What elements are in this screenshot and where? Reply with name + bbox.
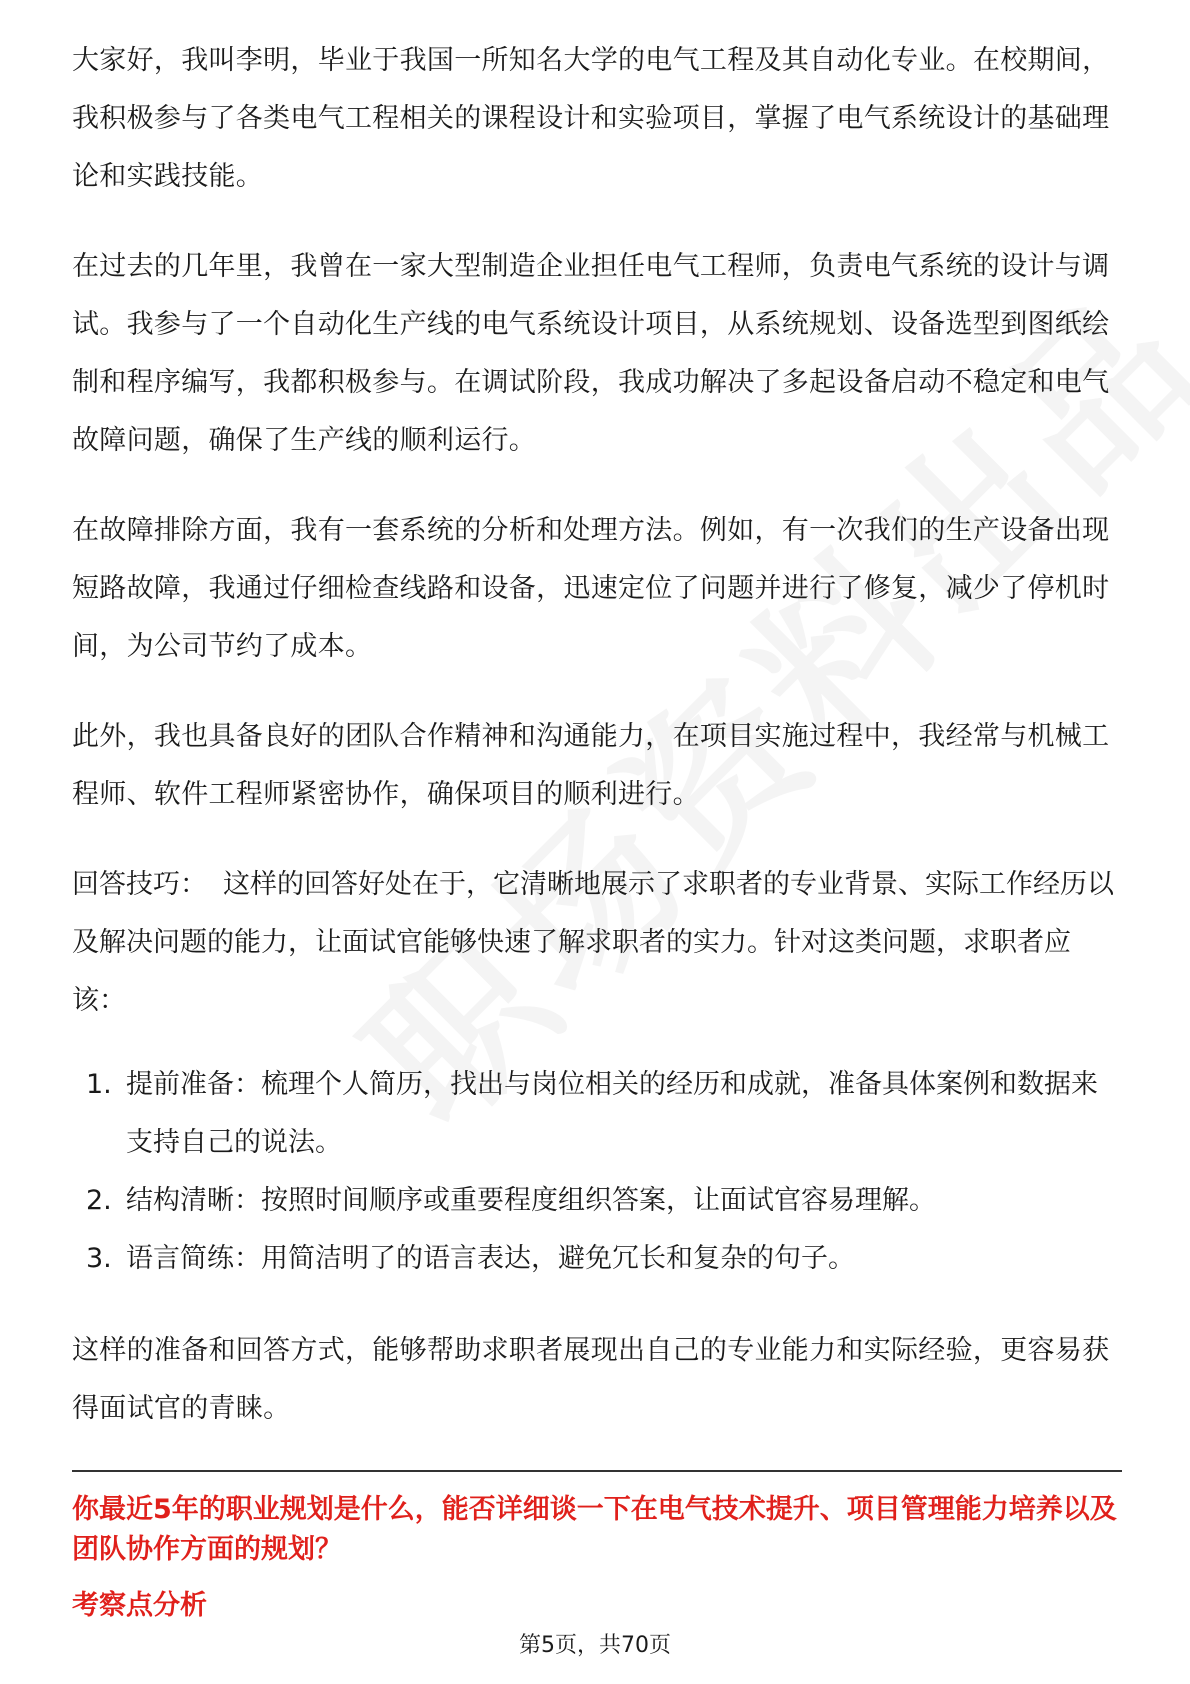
answer-paragraph-teamwork: 此外，我也具备良好的团队合作精神和沟通能力，在项目实施过程中，我经常与机械工程师、软件工程师紧密协作，确保项目的顺利进行。 [72,721,1110,810]
list-item-text: 结构清晰：按照时间顺序或重要程度组织答案，让面试官容易理解。 [126,1185,936,1216]
section-divider [72,1470,1122,1472]
list-item-text: 语言简练：用简洁明了的语言表达，避免冗长和复杂的句子。 [126,1243,855,1274]
answer-paragraph-intro: 大家好，我叫李明，毕业于我国一所知名大学的电气工程及其自动化专业。在校期间，我积极参与了各类电气工程相关的课程设计和实验项目，掌握了电气系统设计的基础理论和实践技能。 [72,45,1110,192]
answer-tips [72,856,1122,1030]
list-item [72,1230,1122,1288]
answer-paragraph-experience: 在过去的几年里，我曾在一家大型制造企业担任电气工程师，负责电气系统的设计与调试。我参与了一个自动化生产线的电气系统设计项目，从系统规划、设备选型到图纸绘制和程序编写，我都积极参与。在调试阶段，我成功解决了多起设备启动不稳定和电气故障问题，确保了生产线的顺利运行。 [72,251,1110,456]
tips-text: 这样的回答好处在于，它清晰地展示了求职者的专业背景、实际工作经历以及解决问题的能力，让面试官能够快速了解求职者的实力。针对这类问题，求职者应该： [72,869,1114,1016]
list-item-text: 提前准备：梳理个人简历，找出与岗位相关的经历和成就，准备具体案例和数据来支持自己的说法。 [126,1069,1098,1158]
list-item [72,1172,1122,1230]
list-item-number: 1. [86,1069,112,1100]
closing-paragraph: 这样的准备和回答方式，能够帮助求职者展现出自己的专业能力和实际经验，更容易获得面试官的青睐。 [72,1335,1110,1424]
list-item [72,1056,1122,1172]
tips-list [72,1056,1122,1288]
page-content [72,36,1122,1626]
tips-label: 回答技巧： [72,869,207,900]
list-item-number: 2. [86,1185,112,1216]
answer-paragraph-troubleshooting: 在故障排除方面，我有一套系统的分析和处理方法。例如，有一次我们的生产设备出现短路故障，我通过仔细检查线路和设备，迅速定位了问题并进行了修复，减少了停机时间，为公司节约了成本。 [72,515,1110,662]
list-item-number: 3. [86,1243,112,1274]
page-number-footer: 第5页，共70页 [519,1633,671,1658]
section-heading: 考察点分析 [72,1590,207,1621]
next-question-title: 你最近5年的职业规划是什么，能否详细谈一下在电气技术提升、项目管理能力培养以及团队协作方面的规划？ [72,1494,1117,1565]
